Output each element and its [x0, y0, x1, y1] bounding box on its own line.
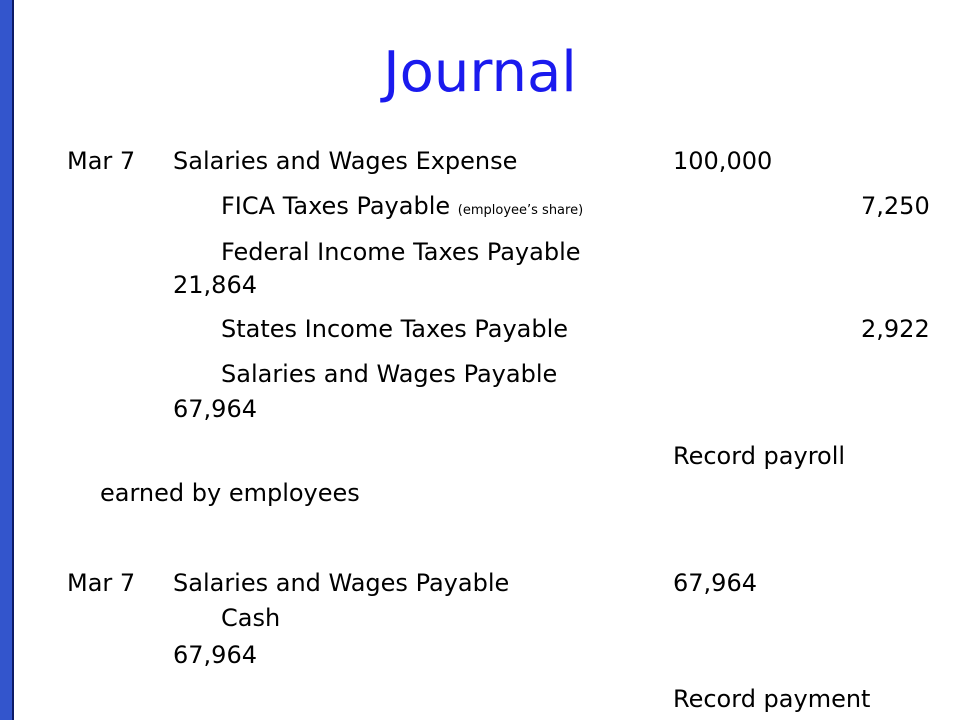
entry2-date: Mar 7 [67, 569, 136, 597]
page-title: Journal [383, 40, 577, 105]
left-accent-bar [0, 0, 14, 720]
entry1-debit-amount: 100,000 [673, 147, 773, 175]
entry1-date: Mar 7 [67, 147, 136, 175]
entry1-memo-part2: earned by employees [100, 479, 360, 507]
entry2-memo-part1: Record payment [673, 685, 871, 713]
entry1-line2-account-name: FICA Taxes Payable [221, 192, 451, 220]
entry1-line3-amount: 21,864 [173, 271, 257, 299]
entry1-memo-part1: Record payroll [673, 442, 846, 470]
entry2-debit-amount: 67,964 [673, 569, 757, 597]
entry2-credit-account: Cash [221, 604, 281, 632]
entry1-line4-amount: 2,922 [861, 315, 930, 343]
entry1-line2-account [221, 191, 583, 226]
entry1-line5-account: Salaries and Wages Payable [221, 360, 558, 388]
entry2-credit-amount: 67,964 [173, 641, 257, 669]
entry1-line2-note: (employee’s share) [457, 203, 584, 218]
entry1-debit-account: Salaries and Wages Expense [173, 147, 518, 175]
entry2-debit-account: Salaries and Wages Payable [173, 569, 510, 597]
entry1-line5-amount: 67,964 [173, 395, 257, 423]
entry1-line2-amount: 7,250 [861, 192, 930, 220]
entry1-line4-account: States Income Taxes Payable [221, 315, 569, 343]
entry1-line3-account: Federal Income Taxes Payable [221, 238, 581, 266]
